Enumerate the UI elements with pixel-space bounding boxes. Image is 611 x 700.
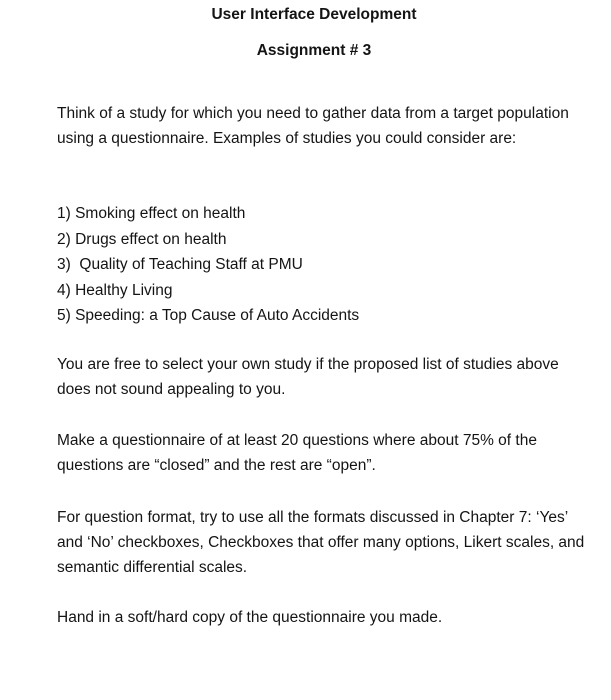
list-item: 5) Speeding: a Top Cause of Auto Accidents	[57, 307, 360, 324]
questionnaire-paragraph: Make a questionnaire of at least 20 questions where about 75% of the questions are “closed” and the rest are “open”.	[57, 432, 537, 474]
document-title: User Interface Development	[211, 6, 417, 23]
study-examples-list	[57, 201, 359, 329]
list-item: 3) Quality of Teaching Staff at PMU	[57, 256, 303, 273]
list-item: 4) Healthy Living	[57, 281, 173, 299]
free-choice-paragraph: You are free to select your own study if the proposed list of studies above does not sound appealing to you.	[57, 356, 559, 398]
list-item: 2) Drugs effect on health	[57, 230, 227, 248]
question-format-paragraph: For question format, try to use all the formats discussed in Chapter 7: ‘Yes’ and ‘No’ checkboxes, Checkboxes that offer many options, Likert scales, and semantic differential scales.	[57, 509, 585, 576]
assignment-number: Assignment # 3	[256, 42, 372, 59]
list-item: 1) Smoking effect on health	[57, 205, 246, 222]
hand-in-paragraph: Hand in a soft/hard copy of the questionnaire you made.	[57, 609, 443, 626]
intro-paragraph: Think of a study for which you need to gather data from a target population using a questionnaire. Examples of studies you could consider are:	[57, 105, 569, 147]
